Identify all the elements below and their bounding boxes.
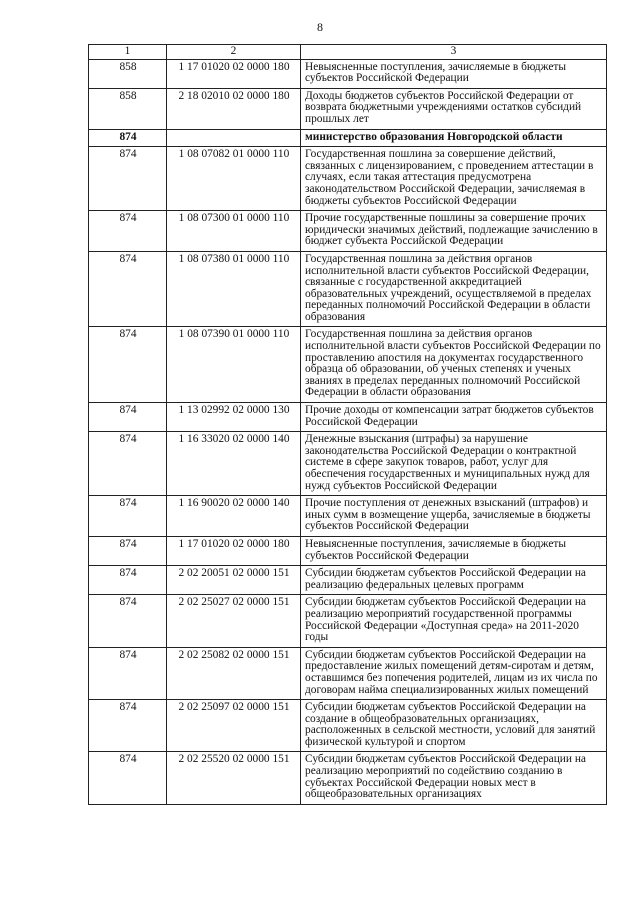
revenue-name-cell: Субсидии бюджетам субъектов Российской Федерации на реализацию мероприятий по содействию созданию в субъектах Российской Федерации новых мест в общеобразовательных организациях <box>301 752 607 804</box>
admin-code-cell: 874 <box>89 432 167 496</box>
table-row <box>89 327 607 403</box>
revenue-name-cell: Государственная пошлина за совершение действий, связанных с лицензированием, с проведением аттестации в случаях, если такая аттестация предусмотрена законодательством Российской Федерации, зачисляемая в бюджеты субъектов Российской Федерации <box>301 147 607 211</box>
table-row <box>89 566 607 595</box>
admin-code-cell: 874 <box>89 647 167 699</box>
table-row <box>89 647 607 699</box>
admin-code-cell: 874 <box>89 129 167 147</box>
revenue-name-cell: Денежные взыскания (штрафы) за нарушение законодательства Российской Федерации о контрактной системе в сфере закупок товаров, работ, услуг для обеспечения государственных и муниципальных нужд для нужд субъектов Российской Федерации <box>301 432 607 496</box>
revenue-name-cell: Субсидии бюджетам субъектов Российской Федерации на создание в общеобразовательных организациях, расположенных в сельской местности, условий для занятий физической культурой и спортом <box>301 700 607 752</box>
table-row <box>89 88 607 129</box>
admin-code-cell: 874 <box>89 327 167 403</box>
budget-classification-code-cell: 2 18 02010 02 0000 180 <box>167 88 301 129</box>
table-row <box>89 432 607 496</box>
admin-code-cell: 874 <box>89 251 167 327</box>
revenue-name-cell: Доходы бюджетов субъектов Российской Федерации от возврата бюджетными учреждениями остатков субсидий прошлых лет <box>301 88 607 129</box>
admin-code-cell: 874 <box>89 595 167 647</box>
revenue-name-cell: Субсидии бюджетам субъектов Российской Федерации на реализацию мероприятий государственной программы Российской Федерации «Доступная среда» на 2011-2020 годы <box>301 595 607 647</box>
table-row <box>89 211 607 252</box>
table-row <box>89 595 607 647</box>
budget-classification-code-cell: 1 08 07300 01 0000 110 <box>167 211 301 252</box>
revenue-name-cell: Невыясненные поступления, зачисляемые в бюджеты субъектов Российской Федерации <box>301 536 607 565</box>
table-header-row <box>89 45 607 60</box>
table-row <box>89 403 607 432</box>
page-number: 8 <box>317 20 323 34</box>
table-row <box>89 536 607 565</box>
admin-code-cell: 858 <box>89 59 167 88</box>
admin-code-cell: 874 <box>89 700 167 752</box>
revenue-name-cell: Невыясненные поступления, зачисляемые в бюджеты субъектов Российской Федерации <box>301 59 607 88</box>
budget-classification-code-cell: 1 08 07380 01 0000 110 <box>167 251 301 327</box>
table-row <box>89 496 607 537</box>
revenue-name-cell: Прочие доходы от компенсации затрат бюджетов субъектов Российской Федерации <box>301 403 607 432</box>
revenue-name-cell: Государственная пошлина за действия органов исполнительной власти субъектов Российской Федерации по проставлению апостиля на документах государственного образца об образовании, об ученых степенях и ученых званиях в пределах переданных полномочий Российской Федерации в области образования <box>301 327 607 403</box>
admin-code-cell: 874 <box>89 496 167 537</box>
table-row <box>89 700 607 752</box>
admin-code-cell: 874 <box>89 147 167 211</box>
table-row <box>89 147 607 211</box>
budget-classification-code-cell: 1 08 07390 01 0000 110 <box>167 327 301 403</box>
admin-code-cell: 874 <box>89 211 167 252</box>
budget-classification-code-cell: 2 02 25520 02 0000 151 <box>167 752 301 804</box>
revenue-name-cell: Государственная пошлина за действия органов исполнительной власти субъектов Российской Федерации, связанные с государственной аккредитацией образовательных учреждений, осуществляемой в пределах переданных полномочий Российской Федерации в области образования <box>301 251 607 327</box>
budget-classification-code-cell: 2 02 25027 02 0000 151 <box>167 595 301 647</box>
revenue-name-cell: Субсидии бюджетам субъектов Российской Федерации на предоставление жилых помещений детям-сиротам и детям, оставшимся без попечения родителей, лицам из их числа по договорам найма специализированных жилых помещений <box>301 647 607 699</box>
budget-classification-code-cell: 1 17 01020 02 0000 180 <box>167 59 301 88</box>
admin-code-cell: 874 <box>89 403 167 432</box>
budget-classification-code-cell: 2 02 20051 02 0000 151 <box>167 566 301 595</box>
admin-code-cell: 874 <box>89 536 167 565</box>
revenue-name-cell: министерство образования Новгородской области <box>301 129 607 147</box>
budget-classification-code-cell: 1 17 01020 02 0000 180 <box>167 536 301 565</box>
revenue-name-cell: Прочие государственные пошлины за совершение прочих юридически значимых действий, подлежащие зачислению в бюджет субъекта Российской Федерации <box>301 211 607 252</box>
admin-code-cell: 858 <box>89 88 167 129</box>
budget-classification-code-cell: 1 08 07082 01 0000 110 <box>167 147 301 211</box>
budget-classification-code-cell <box>167 129 301 147</box>
table-row <box>89 752 607 804</box>
table-row <box>89 129 607 147</box>
budget-classification-code-cell: 1 13 02992 02 0000 130 <box>167 403 301 432</box>
admin-code-cell: 874 <box>89 566 167 595</box>
revenue-name-cell: Прочие поступления от денежных взысканий (штрафов) и иных сумм в возмещение ущерба, зачисляемые в бюджеты субъектов Российской Федерации <box>301 496 607 537</box>
budget-classification-code-cell: 1 16 90020 02 0000 140 <box>167 496 301 537</box>
column-header-admin: 1 <box>89 45 167 60</box>
revenue-name-cell: Субсидии бюджетам субъектов Российской Федерации на реализацию федеральных целевых программ <box>301 566 607 595</box>
budget-classification-code-cell: 2 02 25097 02 0000 151 <box>167 700 301 752</box>
admin-code-cell: 874 <box>89 752 167 804</box>
revenue-codes-table <box>88 44 607 805</box>
column-header-code: 2 <box>167 45 301 60</box>
budget-classification-code-cell: 2 02 25082 02 0000 151 <box>167 647 301 699</box>
table-row <box>89 59 607 88</box>
budget-classification-code-cell: 1 16 33020 02 0000 140 <box>167 432 301 496</box>
table-row <box>89 251 607 327</box>
table-body <box>89 59 607 804</box>
column-header-name: 3 <box>301 45 607 60</box>
